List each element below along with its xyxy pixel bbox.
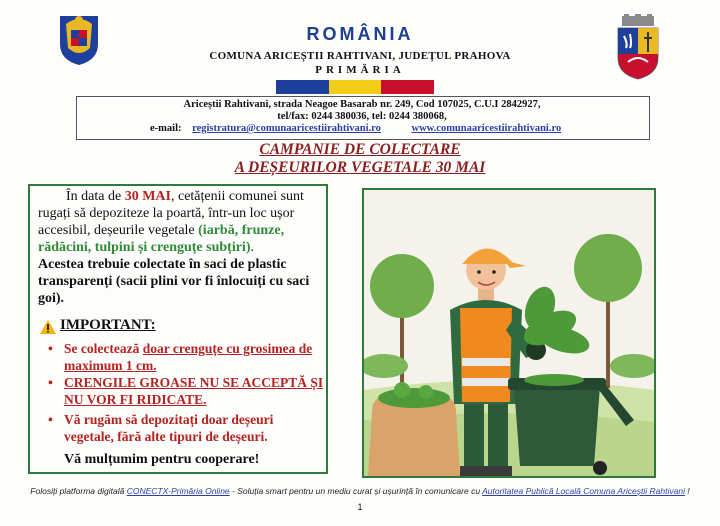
footer-text-b: - Soluția smart pentru un mediu curat și ușurință în comunicare cu xyxy=(229,486,483,496)
gardener-with-bin-icon xyxy=(364,190,654,476)
intro-paragraph xyxy=(38,188,322,256)
accepted-waste-list: (iarbă, frunze, rădăcini, tulpini și crenguțe subțiri) xyxy=(38,223,285,255)
rule-1-b: doar crenguțe cu grosimea de maximum 1 cm. xyxy=(64,341,313,373)
campaign-title-line2: A DEȘEURILOR VEGETALE 30 MAI xyxy=(234,159,486,176)
mayor-office: PRIMĂRIA xyxy=(315,64,405,76)
rule-only-vegetal: Vă rugăm să depozitați doar deșeuri vegetale, fără alte tipuri de deșeuri. xyxy=(64,412,274,444)
commune-name: COMUNA ARICEȘTII RAHTIVANI, JUDEȚUL PRAHOVA xyxy=(209,50,511,62)
authority-link[interactable]: Autoritatea Publică Locală Comuna Ariceștii Rahtivani xyxy=(482,486,685,496)
website-link[interactable]: www.comunaaricestiirahtivani.ro xyxy=(411,123,562,134)
warning-icon xyxy=(40,320,56,334)
intro-text-a: În data de xyxy=(66,189,125,204)
country-name: ROMÂNIA xyxy=(306,24,414,44)
bags-paragraph: Acestea trebuie colectate în saci de plastic transparenți (sacii plini vor fi înlocuiți cu saci goi). xyxy=(38,257,310,306)
collection-date: 30 MAI xyxy=(124,189,171,204)
campaign-title-line1: CAMPANIE DE COLECTARE xyxy=(259,141,461,158)
rule-1-a: Se colectează xyxy=(64,341,143,356)
phone-line: tel/fax: 0244 380036, tel: 0244 380068, xyxy=(277,111,447,122)
platform-link[interactable]: CONECTX-Primăria Online xyxy=(126,486,230,496)
bullet-2: • xyxy=(48,376,53,391)
contact-line xyxy=(150,123,561,134)
intro-text-c: . xyxy=(250,240,254,255)
worker-illustration xyxy=(362,188,656,478)
bullet-1: • xyxy=(48,342,53,357)
bullet-3: • xyxy=(48,413,53,428)
flag-stripe-red xyxy=(381,80,434,94)
email-label: e-mail: xyxy=(150,123,182,134)
flag-stripe-yellow xyxy=(329,80,382,94)
footer-note xyxy=(0,486,720,496)
thanks-message: Vă mulțumim pentru cooperare! xyxy=(64,452,260,467)
address-line: Ariceștii Rahtivani, strada Neagoe Basarab nr. 249, Cod 107025, C.U.I 2842927, xyxy=(183,99,541,110)
rule-thick-branches: CRENGILE GROASE NU SE ACCEPTĂ ȘI NU VOR FI RIDICATE. xyxy=(64,375,324,407)
intro-text-b: , cetățenii comunei sunt rugați să depoziteze la poartă, într-un loc ușor accesibil, deșeurile vegetale xyxy=(38,189,304,238)
tricolor-flag xyxy=(276,80,434,94)
flag-stripe-blue xyxy=(276,80,329,94)
page-number: 1 xyxy=(357,502,363,512)
email-link[interactable]: registratura@comunaaricestiirahtivani.ro xyxy=(192,123,381,134)
footer-text-a: Folosiți platforma digitală xyxy=(30,486,127,496)
important-heading: IMPORTANT: xyxy=(60,317,156,333)
rule-branch-thickness xyxy=(64,341,326,374)
footer-text-c: ! xyxy=(684,486,690,496)
